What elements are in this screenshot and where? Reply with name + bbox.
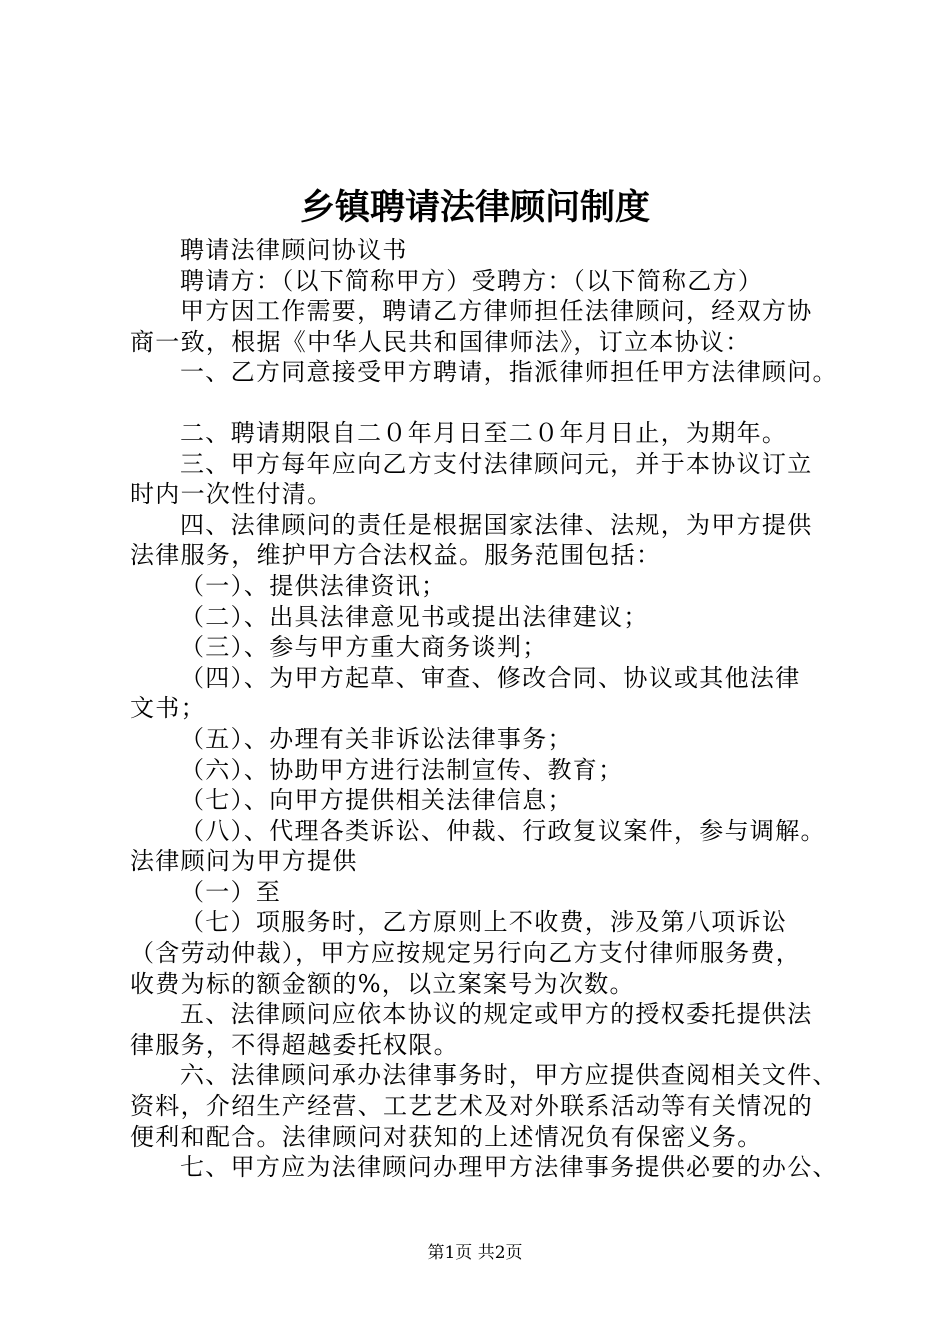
paragraph-line: 五、法律顾问应依本协议的规定或甲方的授权委托提供法 [180, 1000, 813, 1029]
paragraph-line: 法律服务，维护甲方合法权益。服务范围包括： [130, 541, 662, 570]
paragraph-line: 便利和配合。法律顾问对获知的上述情况负有保密义务。 [130, 1122, 763, 1151]
list-item-line: （五）、办理有关非诉讼法律事务； [180, 724, 573, 753]
list-item-line: （八）、代理各类诉讼、仲裁、行政复议案件，参与调解。 [180, 816, 826, 845]
list-item-line: （七）、向甲方提供相关法律信息； [180, 786, 573, 815]
paragraph-line: 法律顾问为甲方提供 [130, 847, 358, 876]
list-item-line: （一）、提供法律资讯； [180, 571, 447, 600]
page-number: 第1页 共2页 [427, 1243, 523, 1263]
list-item-line: 文书； [130, 694, 206, 723]
paragraph-line: 甲方因工作需要，聘请乙方律师担任法律顾问，经双方协 [180, 297, 813, 326]
paragraph-line: （一）至 [180, 877, 282, 906]
list-item-line: （三）、参与甲方重大商务谈判； [180, 633, 548, 662]
paragraph-line: 律服务，不得超越委托权限。 [130, 1030, 459, 1059]
paragraph-line: 一、乙方同意接受甲方聘请，指派律师担任甲方法律顾问。 [180, 358, 838, 387]
list-item-line: （六）、协助甲方进行法制宣传、教育； [180, 755, 624, 784]
paragraph-line: 收费为标的额金额的%，以立案案号为次数。 [130, 969, 635, 998]
paragraph-line: 二、聘请期限自二０年月日至二０年月日止，为期年。 [180, 418, 788, 447]
paragraph-line: 六、法律顾问承办法律事务时，甲方应提供查阅相关文件、 [180, 1061, 838, 1090]
paragraph-line: 七、甲方应为法律顾问办理甲方法律事务提供必要的办公、 [180, 1153, 838, 1182]
document-body [130, 235, 838, 1183]
paragraph-line: 四、法律顾问的责任是根据国家法律、法规，为甲方提供 [180, 510, 813, 539]
paragraph-line: 资料，介绍生产经营、工艺艺术及对外联系活动等有关情况的 [130, 1092, 814, 1121]
list-item-line: （二）、出具法律意见书或提出法律建议； [180, 602, 649, 631]
paragraph-line: 聘请法律顾问协议书 [180, 236, 408, 264]
list-item-line: （四）、为甲方起草、审查、修改合同、协议或其他法律 [180, 663, 801, 692]
blank-line [130, 388, 835, 418]
paragraph-line: 商一致，根据《中华人民共和国律师法》，订立本协议： [130, 327, 751, 356]
paragraph-line: （七）项服务时，乙方原则上不收费，涉及第八项诉讼 [180, 908, 788, 937]
paragraph-line: 三、甲方每年应向乙方支付法律顾问元，并于本协议订立 [180, 449, 813, 478]
paragraph-line: 聘请方：（以下简称甲方）受聘方：（以下简称乙方） [180, 266, 764, 295]
paragraph-line: （含劳动仲裁），甲方应按规定另行向乙方支付律师服务费， [130, 939, 802, 968]
paragraph-line: 时内一次性付清。 [130, 480, 333, 509]
document-title: 乡镇聘请法律顾问制度 [299, 187, 650, 228]
